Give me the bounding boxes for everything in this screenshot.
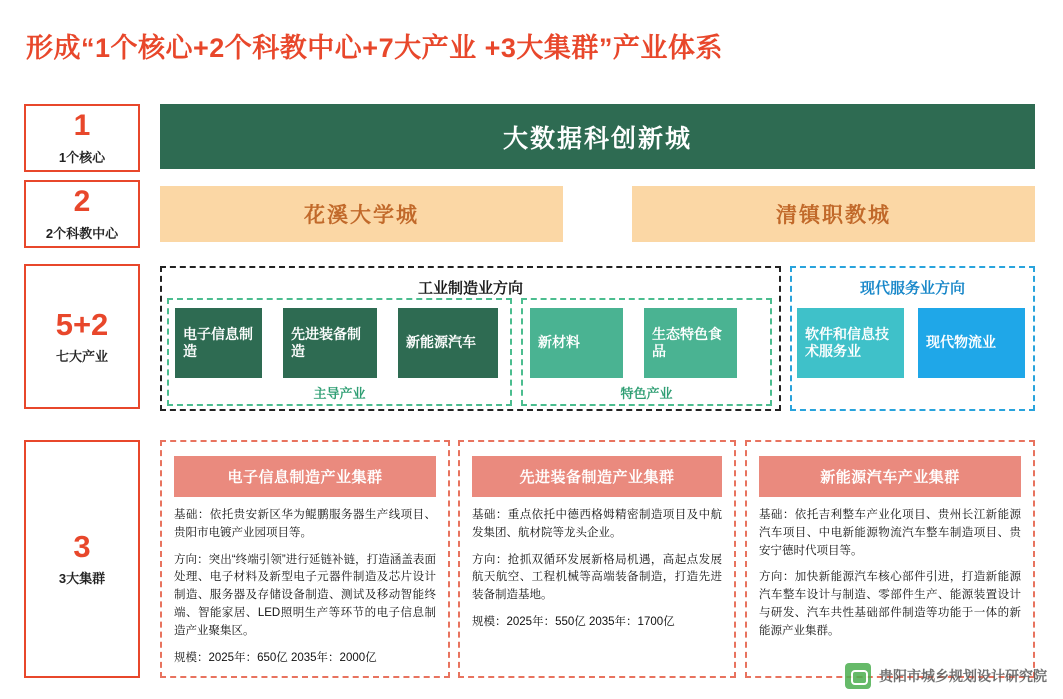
rail-item-core [24,104,140,172]
lead-industry-caption: 主导产业 [313,386,366,401]
industry-chip-logistics: 现代物流业 [918,308,1025,378]
industry-manufacturing-heading: 工业制造业方向 [417,280,523,297]
industry-chip-electronics: 电子信息制造 [175,308,262,378]
cluster-scale: 规模：2025年：650亿 2035年：2000亿 [174,651,377,664]
cluster-basis: 基础：依托贵安新区华为鲲鹏服务器生产线项目、贵阳市电镀产业园项目等。 [174,509,436,539]
watermark [845,663,1047,689]
cluster-basis: 基础：依托吉利整车产业化项目、贵州长江新能源汽车项目、中电新能源物流汽车整车制造项目、贵安宁德时代项目等。 [759,509,1021,557]
rail-label: 3大集群 [58,571,106,586]
cluster-direction: 方向：抢抓双循环发展新格局机遇，高起点发展航天航空、工程机械等高端装备制造，打造先进装备制造基地。 [472,553,722,602]
industry-chip-equipment: 先进装备制造 [283,308,377,378]
cluster-scale: 规模：2025年：550亿 2035年：1700亿 [472,616,675,629]
industry-chip-software: 软件和信息技术服务业 [797,308,904,378]
page-title: 形成“1个核心+2个科教中心+7大产业 +3大集群”产业体系 [26,33,723,63]
wechat-logo-icon [845,663,871,689]
rail-item-clusters [24,440,140,678]
industry-services-heading: 现代服务业方向 [859,280,965,297]
industry-chip-nev: 新能源汽车 [398,308,498,378]
rail-item-industries [24,264,140,409]
core-banner: 大数据科创新城 [160,104,1035,169]
rail-number: 3 [73,529,91,564]
rail-number: 5+2 [55,306,109,342]
industry-chip-newmaterials: 新材料 [530,308,623,378]
rail-label: 七大产业 [55,348,108,364]
watermark-text: 贵阳市城乡规划设计研究院 [879,668,1047,684]
rail-number: 2 [73,184,91,218]
education-banner-qingzhen: 清镇职教城 [632,186,1035,242]
industry-chip-food: 生态特色食品 [644,308,737,378]
cluster-direction: 方向：突出“终端引领”进行延链补链，打造涵盖表面处理、电子材料及新型电子元器件制造及芯片设计制造、服务器及存储设备制造、测试及移动智能终端、智能家居、LED照明生产等环节的电子信息制造产业聚集区。 [174,553,436,637]
cluster-card-electronics [160,440,450,678]
cluster-basis: 基础：重点依托中德西格姆精密制造项目及中航发集团、航材院等龙头企业。 [472,509,722,539]
cluster-title: 新能源汽车产业集群 [759,456,1021,497]
rail-label: 2个科教中心 [45,225,119,241]
feature-industry-caption: 特色产业 [620,386,673,401]
education-banner-huaxi: 花溪大学城 [160,186,563,242]
rail-item-education [24,180,140,248]
cluster-title: 先进装备制造产业集群 [472,456,722,497]
rail-number: 1 [73,108,91,142]
cluster-card-equipment [458,440,736,678]
cluster-card-nev [745,440,1035,678]
cluster-title: 电子信息制造产业集群 [174,456,436,497]
rail-label: 1个核心 [58,149,106,165]
cluster-direction: 方向：加快新能源汽车核心部件引进，打造新能源汽车整车设计与制造、零部件生产、能源装置设计与研发、汽车共性基础部件制造等功能于一体的新能源产业集群。 [759,571,1021,637]
